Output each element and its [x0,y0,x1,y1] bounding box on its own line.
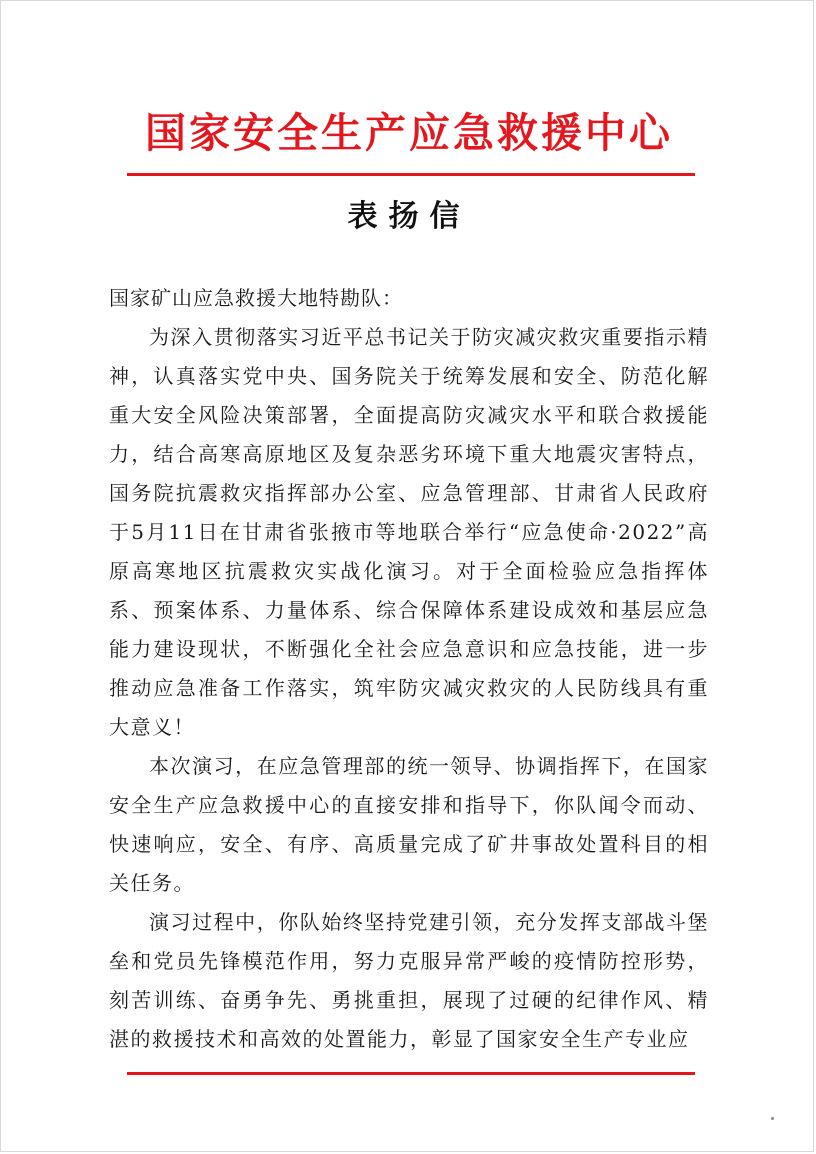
letter-paragraph-2: 本次演习，在应急管理部的统一领导、协调指挥下，在国家安全生产应急救援中心的直接安排和指导下，你队闻令而动、快速响应，安全、有序、高质量完成了矿井事故处置科目的相关任务。 [109,754,709,895]
letterhead-red-rule-top [127,173,695,176]
letter-title: 表扬信 [347,199,471,234]
letter-salutation: 国家矿山应急救援大地特勘队： [109,286,403,310]
letter-paragraph-3: 演习过程中，你队始终坚持党建引领，充分发挥支部战斗堡垒和党员先锋模范作用，努力克服异常严峻的疫情防控形势，刻苦训练、奋勇争先、勇挑重担，展现了过硬的纪律作风、精湛的救援技术和高效的处置能力，彰显了国家安全生产专业应 [109,910,709,1051]
letter-body [109,279,709,1059]
letterhead-organization: 国家安全生产应急救援中心 [145,109,673,157]
letter-paragraph-1: 为深入贯彻落实习近平总书记关于防灾减灾救灾重要指示精神，认真落实党中央、国务院关于统筹发展和安全、防范化解重大安全风险决策部署，全面提高防灾减灾水平和联合救援能力，结合高寒高原地区及复杂恶劣环境下重大地震灾害特点，国务院抗震救灾指挥部办公室、应急管理部、甘肃省人民政府于5月11日在甘肃省张掖市等地联合举行“应急使命·2022”高原高寒地区抗震救灾实战化演习。对于全面检验应急指挥体系、预案体系、力量体系、综合保障体系建设成效和基层应急能力建设现状，不断强化全社会应急意识和应急技能，进一步推动应急准备工作落实，筑牢防灾减灾救灾的人民防线具有重大意义！ [109,325,709,739]
footer-red-rule [127,1072,695,1075]
scan-speck [771,1117,774,1120]
